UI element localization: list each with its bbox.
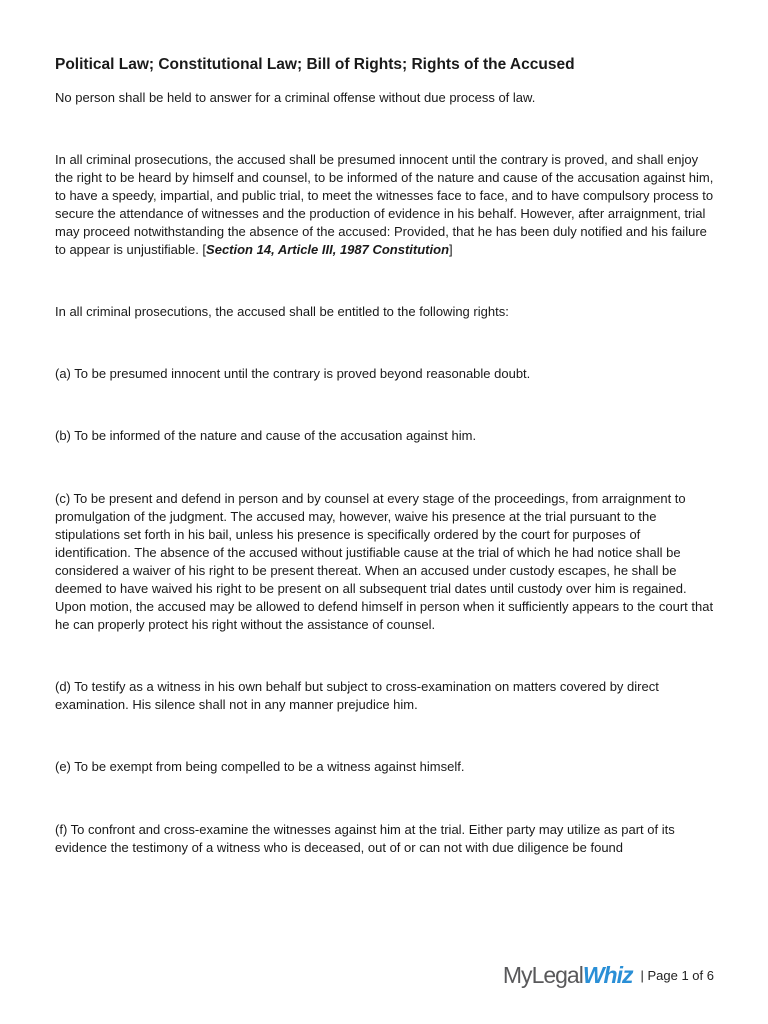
right-d-paragraph: (d) To testify as a witness in his own behalf but subject to cross-examination on matters covered by direct examination. His silence shall not in any manner prejudice him. [55, 679, 659, 712]
intro-paragraph: No person shall be held to answer for a criminal offense without due process of law. [55, 90, 536, 105]
document-page [55, 54, 715, 857]
page-number: | Page 1 of 6 [640, 967, 714, 983]
right-c-paragraph: (c) To be present and defend in person and by counsel at every stage of the proceedings, from arraignment to promulgation of the judgment. The accused may, however, waive his presence at the trial pursuant to the stipulations set forth in his bail, unless his presence is specifically ordered by the court for purposes of identification. The absence of the accused without justifiable cause at the trial of which he had notice shall be considered a waiver of his right to be present thereat. When an accused under custody escapes, he shall be deemed to have waived his right to be present on all subsequent trial dates until custody over him is regained. Upon motion, the accused may be allowed to defend himself in person when it sufficiently appears to the court that he can properly protect his right without the assistance of counsel. [55, 491, 714, 632]
right-a-paragraph: (a) To be presumed innocent until the contrary is proved beyond reasonable doubt. [55, 366, 531, 381]
right-f-paragraph: (f) To confront and cross-examine the witnesses against him at the trial. Either party may utilize as part of its evidence the testimony of a witness who is deceased, out of or can not with due diligence be found [55, 822, 675, 855]
section14-paragraph [55, 151, 715, 259]
mylegalwhiz-logo [503, 962, 633, 988]
section14-text: In all criminal prosecutions, the accused shall be presumed innocent until the contrary is proved, and shall enjoy the right to be heard by himself and counsel, to be informed of the nature and cause of the accusation against him, to have a speedy, impartial, and public trial, to meet the witnesses face to face, and to have compulsory process to secure the attendance of witnesses and the production of evidence in his behalf. However, after arraignment, trial may proceed notwithstanding the absence of the accused: Provided, that he has been duly notified and his failure to appear is unjustifiable. [ [55, 152, 714, 257]
logo-whiz: Whiz [582, 962, 633, 988]
document-title: Political Law; Constitutional Law; Bill of Rights; Rights of the Accused [55, 56, 575, 73]
page-footer [503, 962, 714, 988]
right-b-paragraph: (b) To be informed of the nature and cause of the accusation against him. [55, 428, 477, 443]
rights-lead-paragraph: In all criminal prosecutions, the accused shall be entitled to the following rights: [55, 304, 509, 319]
right-e-paragraph: (e) To be exempt from being compelled to be a witness against himself. [55, 759, 465, 774]
section14-citation: Section 14, Article III, 1987 Constitution [206, 242, 450, 257]
section14-close: ] [449, 242, 453, 257]
logo-legal: Legal [531, 962, 583, 988]
logo-my: My [502, 962, 532, 988]
